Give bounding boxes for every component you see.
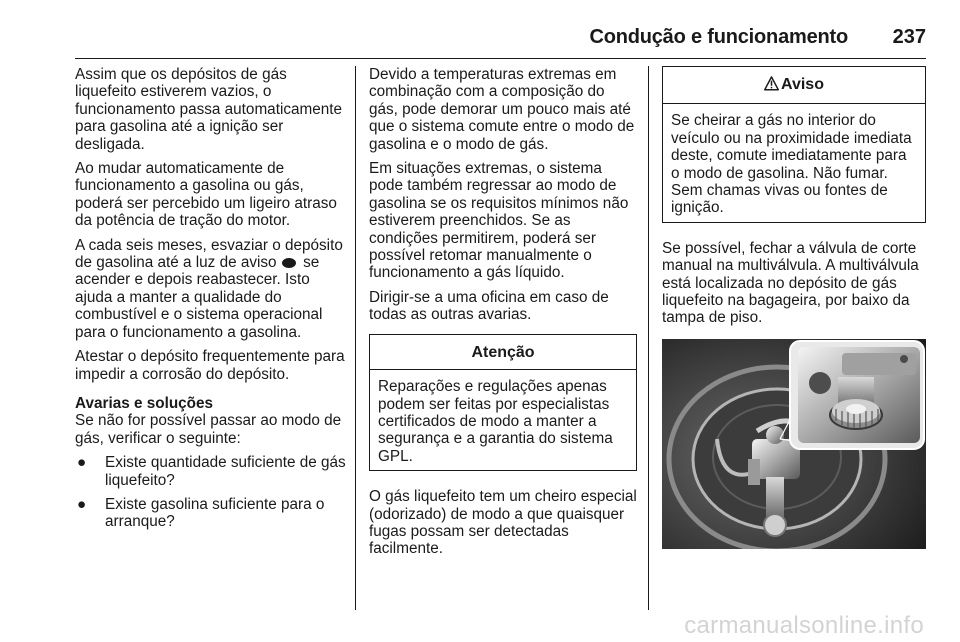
paragraph <box>75 237 347 341</box>
warning-header <box>663 67 925 104</box>
page-number: 237 <box>892 26 926 48</box>
paragraph: Se possível, fechar a válvula de corte manual na multiválvula. A multiválvula está localizada no depósito de gás liquefeito na bagageira, por baixo da tampa de piso. <box>662 239 919 327</box>
column-two <box>369 66 637 565</box>
paragraph: Devido a temperaturas extremas em combinação com a composição do gás, pode demorar um pouco mais até que o sistema comute entre o modo de gasolina e o modo de gás. <box>369 66 635 153</box>
faults-heading: Avarias e soluções <box>75 394 214 412</box>
attention-title: Atenção <box>370 335 636 370</box>
warning-title: Aviso <box>781 76 824 93</box>
warning-body <box>663 104 925 221</box>
paragraph: O gás liquefeito tem um cheiro especial (odorizado) de modo a que quaisquer fugas possam ser detectadas facilmente. <box>369 488 637 558</box>
paragraph: Em situações extremas, o sistema pode também regressar ao modo de gasolina se os requisitos mínimos não estiverem preenchidos. Se as condições permitirem, poderá ser possível retomar manualmente o funcionamento a gás líquido. <box>369 160 629 282</box>
bullet-icon: ● <box>77 495 87 513</box>
column-three <box>662 66 926 549</box>
bullet-icon: ● <box>77 454 87 472</box>
column-divider-left <box>355 66 356 610</box>
warning-triangle-icon <box>764 76 779 95</box>
attention-text: Reparações e regulações apenas podem ser feitas por especialistas certificados de modo a manter a segurança e a garantia do sistema GPL. <box>378 378 613 465</box>
bullet-text: Existe gasolina suficiente para o arranque? <box>105 495 325 531</box>
attention-box <box>369 334 637 471</box>
column-divider-right <box>648 66 649 610</box>
column-one <box>75 66 347 531</box>
faults-intro: Se não for possível passar ao modo de gás, verificar o seguinte: <box>75 412 342 447</box>
bullet-item <box>75 454 347 489</box>
warning-text: Se cheirar a gás no interior do veículo ou na proximidade imediata deste, comute imediatamente para o modo de gasolina. Não fumar. Sem chamas vivas ou fontes de ignição. <box>671 112 912 217</box>
filled-oval-indicator-icon <box>282 258 296 268</box>
paragraph-text: se acender e depois reabastecer. Isto ajuda a manter a qualidade do combustível e o sistema operacional para o funcionamento a gasolina. <box>75 254 323 341</box>
paragraph: Ao mudar automaticamente de funcionamento a gasolina ou gás, poderá ser percebido um ligeiro atraso da potência de tração do motor. <box>75 160 337 230</box>
paragraph: Atestar o depósito frequentemente para impedir a corrosão do depósito. <box>75 348 345 383</box>
paragraph-text: A cada seis meses, esvaziar o depósito de gasolina até a luz de aviso <box>75 236 343 272</box>
section-title: Condução e funcionamento <box>589 26 848 48</box>
lpg-tank-shutoff-valve-illustration <box>662 339 926 549</box>
paragraph: Dirigir-se a uma oficina em caso de todas as outras avarias. <box>369 288 609 324</box>
warning-box <box>662 66 926 223</box>
bullet-item <box>75 496 347 531</box>
paragraph: Assim que os depósitos de gás liquefeito estiverem vazios, o funcionamento passa automaticamente para gasolina até a ignição ser desligada. <box>75 66 343 153</box>
watermark-text: carmanualsonline.info <box>684 612 924 639</box>
attention-body <box>370 370 636 470</box>
bullet-text: Existe quantidade suficiente de gás liquefeito? <box>105 454 346 489</box>
page-header <box>75 22 926 59</box>
